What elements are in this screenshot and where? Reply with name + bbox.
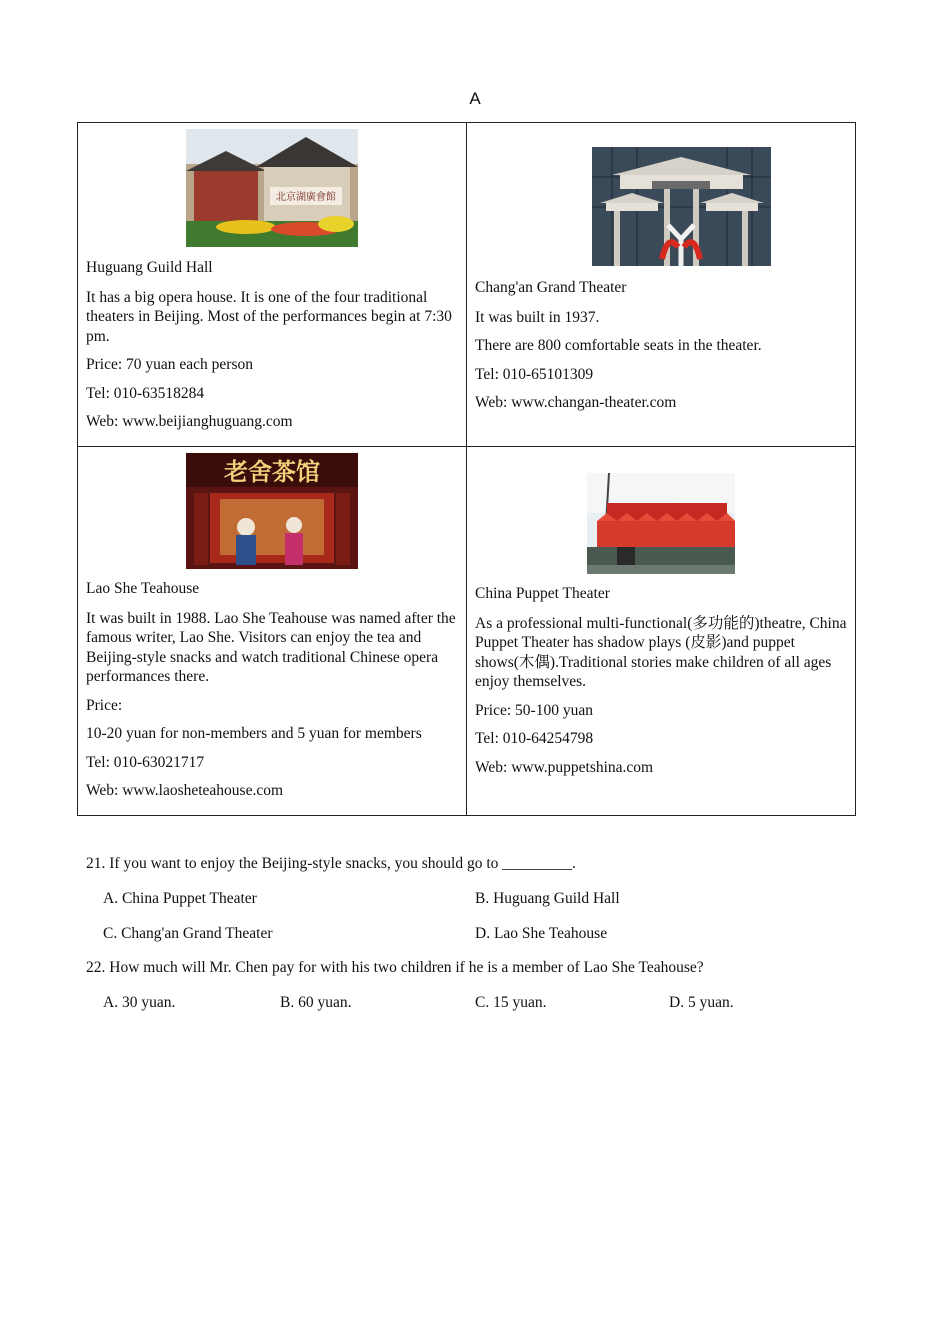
venue-price: 10-20 yuan for non-members and 5 yuan for members [86,725,422,742]
venue-name: Huguang Guild Hall [86,259,213,276]
venue-price: Price: 70 yuan each person [86,356,253,373]
venue-tel: Tel: 010-64254798 [475,730,594,747]
venue-name: Lao She Teahouse [86,580,200,597]
venue-cell-laoshe [86,579,462,810]
venue-description: It has a big opera house. It is one of the four traditional theaters in Beijing. Most of the performances begin at 7:30 pm. [86,288,452,345]
venue-name: China Puppet Theater [475,585,610,602]
question-21-option-a[interactable]: A. China Puppet Theater [103,890,257,907]
question-21-option-b[interactable]: B. Huguang Guild Hall [475,890,620,907]
question-21-option-c[interactable]: C. Chang'an Grand Theater [103,925,273,942]
venue-description: As a professional multi-functional(多功能的)theatre, China Puppet Theater has shadow plays (皮影)and puppet shows(木偶).Traditional stories make children of all ages enjoy themselves. [475,614,847,690]
venue-tel: Tel: 010-65101309 [475,365,594,383]
huguang-guild-hall-photo [186,129,358,247]
question-22-option-a[interactable]: A. 30 yuan. [103,994,176,1011]
question-22-option-b[interactable]: B. 60 yuan. [280,994,352,1011]
venue-seats: There are 800 comfortable seats in the theater. [475,337,762,354]
table-divider-horizontal [77,446,856,447]
china-puppet-theater-photo [587,473,735,574]
venue-name: Chang'an Grand Theater [475,279,627,296]
venue-tel: Tel: 010-63518284 [86,384,205,402]
venue-cell-puppet [475,584,847,786]
venue-web: Web: www.changan-theater.com [475,394,677,411]
venue-web: Web: www.laosheteahouse.com [86,782,284,799]
question-21-option-d[interactable]: D. Lao She Teahouse [475,925,608,942]
svg-text:老舍茶馆: 老舍茶馆 [224,458,320,486]
question-22-option-d[interactable]: D. 5 yuan. [669,994,734,1011]
venue-price: Price: 50-100 yuan [475,701,593,719]
question-22-option-c[interactable]: C. 15 yuan. [475,994,547,1011]
section-label: A [469,89,481,108]
venue-cell-huguang [86,258,458,441]
svg-text:北京湖廣會館: 北京湖廣會館 [276,192,336,203]
table-divider-vertical [466,122,467,816]
venue-description: It was built in 1988. Lao She Teahouse was named after the famous writer, Lao She. Visitors can enjoy the tea and Beijing-style snacks and watch traditional Chinese opera performances there. [86,609,456,685]
question-22-stem: 22. How much will Mr. Chen pay for with his two children if he is a member of Lao She Teahouse? [86,959,704,976]
changan-grand-theater-photo [592,147,771,266]
lao-she-teahouse-photo [186,453,358,569]
venue-web: Web: www.puppetshina.com [475,758,654,776]
venue-tel: Tel: 010-63021717 [86,753,205,771]
venue-price-label: Price: [86,696,123,714]
venue-cell-changan [475,278,847,422]
question-21-stem: 21. If you want to enjoy the Beijing-style snacks, you should go to _________. [86,855,576,872]
venue-web: Web: www.beijianghuguang.com [86,413,293,430]
venue-built: It was built in 1937. [475,308,600,326]
